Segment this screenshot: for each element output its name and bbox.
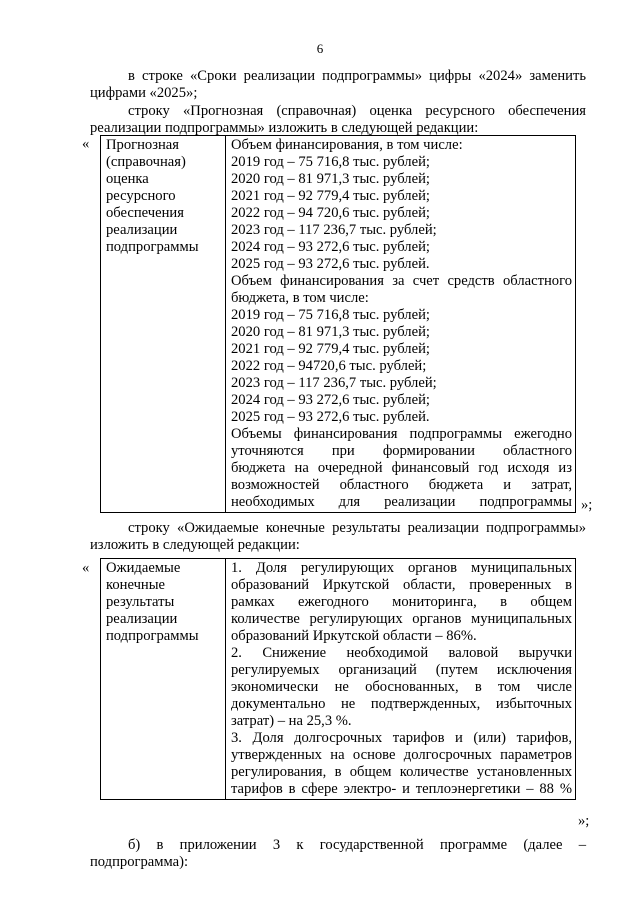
middle-line-2: изложить в следующей редакции: bbox=[90, 537, 300, 553]
page-number: 6 bbox=[316, 41, 324, 56]
cell-line: образований Иркутской области, проверенных в bbox=[231, 577, 572, 593]
cell-line: 3. Доля долгосрочных тарифов и (или) тарифов, bbox=[231, 730, 572, 746]
outro-line-2: подпрограмма): bbox=[90, 854, 189, 870]
cell-line: бюджета, в том числе: bbox=[231, 290, 369, 306]
cell-line: конечные bbox=[106, 577, 166, 593]
cell-line: 2023 год – 117 236,7 тыс. рублей; bbox=[231, 222, 437, 238]
cell-line: бюджета на очередной финансовый год исходя из bbox=[231, 460, 572, 476]
table2-open-quote: « bbox=[82, 560, 90, 576]
cell-line: возможностей областного бюджета и затрат, bbox=[231, 477, 572, 493]
intro-line-4: реализации подпрограммы» изложить в следующей редакции: bbox=[90, 120, 479, 136]
cell-line: экономически не обоснованных, в том числе bbox=[231, 679, 572, 695]
cell-line: 2021 год – 92 779,4 тыс. рублей; bbox=[231, 341, 430, 357]
cell-line: обеспечения bbox=[106, 205, 184, 221]
cell-line: 2022 год – 94720,6 тыс. рублей; bbox=[231, 358, 427, 374]
intro-line-2: цифрами «2025»; bbox=[90, 85, 198, 101]
cell-line: документально не подтвержденных, избыточных bbox=[231, 696, 572, 712]
outro-paragraph bbox=[90, 837, 586, 871]
cell-line: образований Иркутской области – 86%. bbox=[231, 628, 477, 644]
resource-table-values bbox=[231, 137, 572, 511]
intro-paragraph bbox=[90, 68, 586, 137]
resource-table-label bbox=[106, 137, 222, 256]
cell-line: (справочная) bbox=[106, 154, 186, 170]
cell-line: 2. Снижение необходимой валовой выручки bbox=[231, 645, 572, 661]
cell-line: 2020 год – 81 971,3 тыс. рублей; bbox=[231, 324, 430, 340]
results-table bbox=[100, 558, 576, 800]
cell-line: уточняются при формировании областного bbox=[231, 443, 572, 459]
resource-table-label-cell bbox=[101, 136, 226, 513]
cell-line: Объем финансирования за счет средств областного bbox=[231, 273, 572, 289]
resource-table-value-cell bbox=[226, 136, 576, 513]
cell-line: рамках ежегодного мониторинга, в общем bbox=[231, 594, 572, 610]
cell-line: Объем финансирования, в том числе: bbox=[231, 137, 463, 153]
results-table-label-cell bbox=[101, 559, 226, 800]
cell-line: 2019 год – 75 716,8 тыс. рублей; bbox=[231, 307, 430, 323]
cell-line: Ожидаемые bbox=[106, 560, 181, 576]
cell-line: результаты bbox=[106, 594, 175, 610]
cell-line: 2024 год – 93 272,6 тыс. рублей; bbox=[231, 239, 430, 255]
cell-line: 2025 год – 93 272,6 тыс. рублей. bbox=[231, 256, 430, 272]
table2-close-quote: »; bbox=[578, 813, 590, 829]
cell-line: реализации bbox=[106, 222, 178, 238]
middle-paragraph bbox=[90, 520, 586, 554]
results-table-label bbox=[106, 560, 222, 645]
resource-table bbox=[100, 135, 576, 513]
cell-line: 2023 год – 117 236,7 тыс. рублей; bbox=[231, 375, 437, 391]
cell-line: Прогнозная bbox=[106, 137, 179, 153]
cell-line: оценка bbox=[106, 171, 149, 187]
results-table-value-cell bbox=[226, 559, 576, 800]
cell-line: затрат) – на 25,3 %. bbox=[231, 713, 352, 729]
cell-line: 2024 год – 93 272,6 тыс. рублей; bbox=[231, 392, 430, 408]
cell-line: 2020 год – 81 971,3 тыс. рублей; bbox=[231, 171, 430, 187]
cell-line: ресурсного bbox=[106, 188, 176, 204]
cell-line: 1. Доля регулирующих органов муниципальных bbox=[231, 560, 572, 576]
cell-line: 2025 год – 93 272,6 тыс. рублей. bbox=[231, 409, 430, 425]
results-table-values bbox=[231, 560, 572, 798]
cell-line: 2022 год – 94 720,6 тыс. рублей; bbox=[231, 205, 430, 221]
cell-line: 2019 год – 75 716,8 тыс. рублей; bbox=[231, 154, 430, 170]
middle-line-1: строку «Ожидаемые конечные результаты реализации подпрограммы» bbox=[128, 520, 586, 536]
table1-open-quote: « bbox=[82, 136, 90, 152]
cell-line: подпрограммы bbox=[106, 628, 199, 644]
intro-line-1: в строке «Сроки реализации подпрограммы» цифры «2024» заменить bbox=[128, 68, 586, 84]
cell-line: необходимых для реализации подпрограммы bbox=[231, 494, 572, 510]
cell-line: 2021 год – 92 779,4 тыс. рублей; bbox=[231, 188, 430, 204]
intro-line-3: строку «Прогнозная (справочная) оценка ресурсного обеспечения bbox=[128, 103, 586, 119]
cell-line: подпрограммы bbox=[106, 239, 199, 255]
cell-line: тарифов в сфере электро- и теплоэнергетики – 88 % bbox=[231, 781, 572, 797]
cell-line: утвержденных на основе долгосрочных параметров bbox=[231, 747, 572, 763]
table1-close-quote: »; bbox=[581, 497, 593, 513]
cell-line: реализации bbox=[106, 611, 178, 627]
cell-line: Объемы финансирования подпрограммы ежегодно bbox=[231, 426, 572, 442]
cell-line: регулируемых организаций (путем исключения bbox=[231, 662, 572, 678]
cell-line: регулирования, в общем количестве установленных bbox=[231, 764, 572, 780]
outro-line-1: б) в приложении 3 к государственной программе (далее – bbox=[128, 837, 586, 853]
cell-line: количестве регулирующих органов муниципальных bbox=[231, 611, 572, 627]
